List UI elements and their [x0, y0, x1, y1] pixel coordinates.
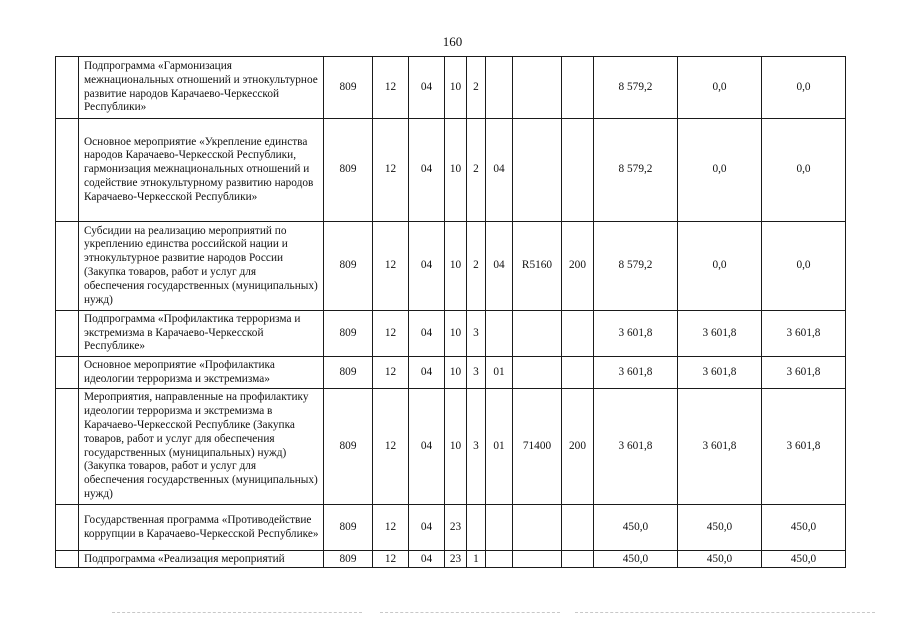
item-name-cell: Государственная программа «Противодействие коррупции в Карачаево-Черкесской Республике»: [79, 505, 324, 551]
activity-cell: 04: [486, 119, 513, 222]
table-row: [56, 505, 846, 551]
section-cell: 12: [373, 389, 409, 505]
amount-year-3-cell: 450,0: [762, 551, 846, 568]
subsection-cell: 04: [409, 505, 445, 551]
section-cell: 12: [373, 505, 409, 551]
section-cell: 12: [373, 311, 409, 357]
activity-cell: 01: [486, 357, 513, 389]
amount-year-1-cell: 450,0: [594, 505, 678, 551]
amount-year-1-cell: 8 579,2: [594, 57, 678, 119]
amount-year-2-cell: 0,0: [678, 222, 762, 311]
program-cell: 10: [445, 222, 467, 311]
amount-year-3-cell: 0,0: [762, 222, 846, 311]
item-name-cell: Подпрограмма «Профилактика терроризма и экстремизма в Карачаево-Черкесской Республике»: [79, 311, 324, 357]
subsection-cell: 04: [409, 222, 445, 311]
amount-year-3-cell: 0,0: [762, 119, 846, 222]
expense-type-cell: 200: [562, 222, 594, 311]
program-cell: 23: [445, 551, 467, 568]
program-cell: 10: [445, 57, 467, 119]
amount-year-1-cell: 8 579,2: [594, 222, 678, 311]
footer-divider: [380, 612, 560, 613]
amount-year-2-cell: 3 601,8: [678, 311, 762, 357]
subsection-cell: 04: [409, 57, 445, 119]
amount-year-1-cell: 3 601,8: [594, 311, 678, 357]
subsection-cell: 04: [409, 357, 445, 389]
ministry-code-cell: 809: [324, 357, 373, 389]
budget-table: [55, 56, 846, 568]
ministry-code-cell: 809: [324, 57, 373, 119]
direction-cell: [513, 119, 562, 222]
ministry-code-cell: 809: [324, 222, 373, 311]
table-row: [56, 311, 846, 357]
subsection-cell: 04: [409, 119, 445, 222]
expense-type-cell: [562, 505, 594, 551]
subprogram-cell: 2: [467, 222, 486, 311]
index-cell: [56, 57, 79, 119]
ministry-code-cell: 809: [324, 311, 373, 357]
amount-year-2-cell: 3 601,8: [678, 357, 762, 389]
section-cell: 12: [373, 57, 409, 119]
table-row: [56, 389, 846, 505]
table-row: [56, 119, 846, 222]
amount-year-3-cell: 3 601,8: [762, 389, 846, 505]
program-cell: 10: [445, 389, 467, 505]
footer-divider: [112, 612, 362, 613]
direction-cell: [513, 551, 562, 568]
amount-year-3-cell: 450,0: [762, 505, 846, 551]
direction-cell: [513, 357, 562, 389]
direction-cell: 71400: [513, 389, 562, 505]
table-row: [56, 357, 846, 389]
activity-cell: [486, 505, 513, 551]
section-cell: 12: [373, 222, 409, 311]
subsection-cell: 04: [409, 389, 445, 505]
amount-year-1-cell: 450,0: [594, 551, 678, 568]
direction-cell: [513, 311, 562, 357]
ministry-code-cell: 809: [324, 389, 373, 505]
activity-cell: [486, 551, 513, 568]
ministry-code-cell: 809: [324, 119, 373, 222]
amount-year-1-cell: 3 601,8: [594, 389, 678, 505]
item-name-cell: Основное мероприятие «Укрепление единства народов Карачаево-Черкесской Республики, гармонизация межнациональных отношений и содействие этнокультурному развитию народов Карачаево-Черкесской Республики»: [79, 119, 324, 222]
activity-cell: 01: [486, 389, 513, 505]
expense-type-cell: [562, 311, 594, 357]
item-name-cell: Субсидии на реализацию мероприятий по укреплению единства российской нации и этнокультурное развитие народов России (Закупка товаров, работ и услуг для обеспечения государственных (муниципальных) нужд): [79, 222, 324, 311]
expense-type-cell: [562, 357, 594, 389]
direction-cell: [513, 57, 562, 119]
amount-year-2-cell: 450,0: [678, 505, 762, 551]
ministry-code-cell: 809: [324, 505, 373, 551]
subprogram-cell: [467, 505, 486, 551]
amount-year-1-cell: 8 579,2: [594, 119, 678, 222]
activity-cell: [486, 311, 513, 357]
index-cell: [56, 505, 79, 551]
activity-cell: 04: [486, 222, 513, 311]
subsection-cell: 04: [409, 551, 445, 568]
amount-year-2-cell: 450,0: [678, 551, 762, 568]
expense-type-cell: [562, 551, 594, 568]
index-cell: [56, 389, 79, 505]
program-cell: 10: [445, 357, 467, 389]
program-cell: 10: [445, 311, 467, 357]
item-name-cell: Основное мероприятие «Профилактика идеологии терроризма и экстремизма»: [79, 357, 324, 389]
amount-year-3-cell: 3 601,8: [762, 357, 846, 389]
section-cell: 12: [373, 357, 409, 389]
index-cell: [56, 551, 79, 568]
activity-cell: [486, 57, 513, 119]
table-row: [56, 551, 846, 568]
subprogram-cell: 2: [467, 119, 486, 222]
index-cell: [56, 311, 79, 357]
amount-year-2-cell: 0,0: [678, 57, 762, 119]
direction-cell: R5160: [513, 222, 562, 311]
amount-year-2-cell: 3 601,8: [678, 389, 762, 505]
section-cell: 12: [373, 551, 409, 568]
program-cell: 10: [445, 119, 467, 222]
subsection-cell: 04: [409, 311, 445, 357]
index-cell: [56, 357, 79, 389]
direction-cell: [513, 505, 562, 551]
expense-type-cell: [562, 119, 594, 222]
expense-type-cell: [562, 57, 594, 119]
amount-year-3-cell: 0,0: [762, 57, 846, 119]
program-cell: 23: [445, 505, 467, 551]
item-name-cell: Подпрограмма «Реализация мероприятий: [79, 551, 324, 568]
footer-divider: [575, 612, 875, 613]
item-name-cell: Мероприятия, направленные на профилактику идеологии терроризма и экстремизма в Карачаево-Черкесской Республике (Закупка товаров, работ и услуг для обеспечения государственных (муниципальных) нужд) (Закупка товаров, работ и услуг для обеспечения государственных (муниципальных) нужд): [79, 389, 324, 505]
subprogram-cell: 2: [467, 57, 486, 119]
item-name-cell: Подпрограмма «Гармонизация межнациональных отношений и этнокультурное развитие народов Карачаево-Черкесской Республики»: [79, 57, 324, 119]
ministry-code-cell: 809: [324, 551, 373, 568]
subprogram-cell: 1: [467, 551, 486, 568]
table-row: [56, 57, 846, 119]
amount-year-1-cell: 3 601,8: [594, 357, 678, 389]
index-cell: [56, 222, 79, 311]
amount-year-2-cell: 0,0: [678, 119, 762, 222]
section-cell: 12: [373, 119, 409, 222]
table-row: [56, 222, 846, 311]
page-number: 160: [442, 34, 463, 49]
index-cell: [56, 119, 79, 222]
subprogram-cell: 3: [467, 311, 486, 357]
expense-type-cell: 200: [562, 389, 594, 505]
amount-year-3-cell: 3 601,8: [762, 311, 846, 357]
subprogram-cell: 3: [467, 357, 486, 389]
subprogram-cell: 3: [467, 389, 486, 505]
